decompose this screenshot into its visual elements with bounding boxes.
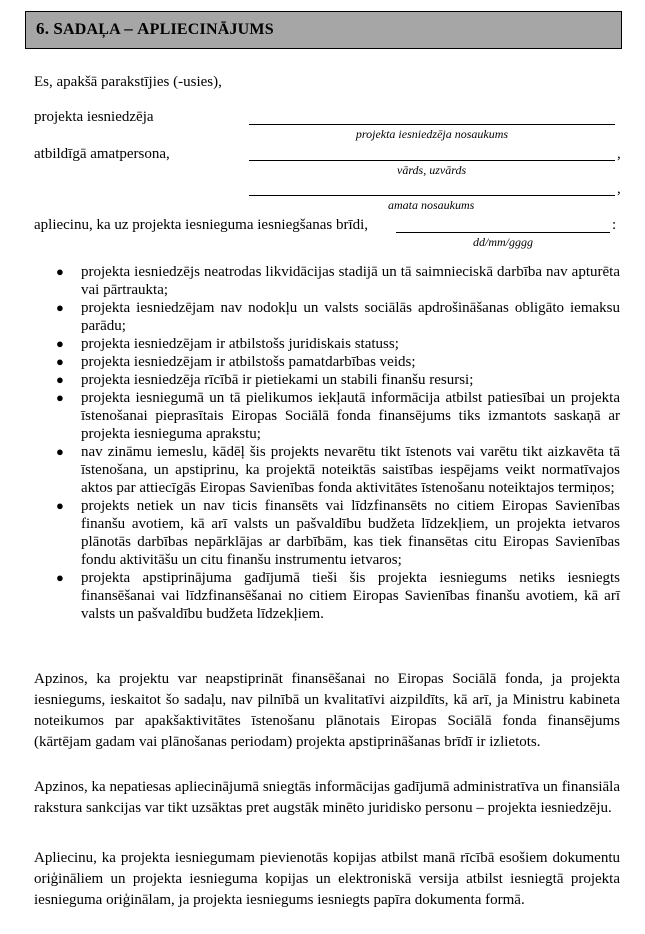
official-label: atbildīgā amatpersona,	[34, 146, 170, 162]
applicant-name-caption: projekta iesniedzēja nosaukums	[355, 127, 509, 141]
list-item: ● projekta iesniedzējs neatrodas likvidācijas stadijā un tā saimnieciskā darbība nav apturēta vai pārtraukta;	[56, 264, 620, 298]
bullet-icon: ●	[56, 444, 64, 459]
list-item: ● projekta iesniegumā un tā pielikumos iekļautā informācija atbilst patiesībai un projekta īstenošanai pieprasītais Eiropas Sociālā fonda finansējums tiks izmantots saskaņā ar projekta iesnieguma aprakstu;	[56, 390, 620, 442]
official-position-field[interactable]	[249, 195, 615, 196]
bullet-icon: ●	[56, 498, 64, 513]
date-field[interactable]	[396, 232, 610, 233]
applicant-name-field[interactable]	[249, 124, 615, 125]
comma-mark: ,	[617, 181, 621, 197]
bullet-icon: ●	[56, 372, 64, 387]
name-caption: vārds, uzvārds	[397, 163, 467, 177]
bullet-icon: ●	[56, 336, 64, 351]
official-name-field[interactable]	[249, 160, 615, 161]
paragraph-copies: Apliecinu, ka projekta iesniegumam pievienotās kopijas atbilst manā rīcībā esošiem dokumentu oriģināliem un projekta iesnieguma kopijas un elektroniskā versija atbilst iesniegtā projekta iesnieguma oriģinālam, ja projekta iesniegums iesniegts papīra dokumenta formā.	[34, 850, 620, 908]
paragraph-sanctions: Apzinos, ka nepatiesas apliecinājumā sniegtās informācijas gadījumā administratīva un finansiāla rakstura sankcijas var tikt uzsāktas pret augstāk minēto juridisko personu – projekta iesniedzēju.	[34, 779, 620, 816]
date-caption: dd/mm/gggg	[473, 235, 533, 249]
signatory-text: Es, apakšā parakstījies (-usies),	[34, 74, 222, 90]
section-number: 6.	[36, 19, 50, 38]
bullet-icon: ●	[56, 300, 64, 315]
list-item: ● projekts netiek un nav ticis finansēts vai līdzfinansēts no citiem Eiropas Savienības finanšu avotiem, kā arī valsts un pašvaldību budžeta līdzekļiem, un projekta ietvaros plānotās darbības nepārklājas ar darbībām, kas tiek finansētas citu Eiropas Savienības fondu aktivitāšu un citu finanšu instrumentu ietvaros;	[56, 498, 620, 568]
paragraph-approval-risk: Apzinos, ka projektu var neapstiprināt finansēšanai no Eiropas Sociālā fonda, ja projekta iesniegums, ieskaitot šo sadaļu, nav pilnībā un kvalitatīvi aizpildīts, kā arī, ja Ministru kabineta noteikumos par apakšaktivitātes īstenošanu plānotais Eiropas Sociālā fonda finansējums (kārtējam gadam vai plānošanas periodam) projekta apstiprināšanas brīdī ir izlietots.	[34, 671, 620, 750]
applicant-label: projekta iesniedzēja	[34, 109, 154, 125]
section-header	[25, 11, 622, 49]
list-item: ● projekta iesniedzējam ir atbilstošs juridiskais statuss;	[56, 336, 399, 352]
section-title: 6. SADAĻA – APLIECINĀJUMS	[36, 19, 274, 38]
list-item: ● nav zināmu iemeslu, kādēļ šis projekts nevarētu tikt īstenots vai varētu tikt aizkavēta tā īstenošana, un apstiprinu, ka projektā noteiktās saistības iespējams veikt normatīvajos aktos par attiecīgās Eiropas Savienības fonda aktivitātes īstenošanu noteiktajos termiņos;	[56, 444, 620, 496]
bullet-icon: ●	[56, 354, 64, 369]
position-caption: amata nosaukums	[388, 198, 475, 212]
bullet-icon: ●	[56, 570, 64, 585]
declaration-list	[56, 263, 620, 623]
comma-mark: ,	[617, 146, 621, 162]
list-item: ● projekta iesniedzēja rīcībā ir pietiekami un stabili finanšu resursi;	[56, 372, 474, 388]
bullet-icon: ●	[56, 390, 64, 405]
list-item: ● projekta iesniedzējam nav nodokļu un valsts sociālās apdrošināšanas obligāto iemaksu parādu;	[56, 300, 620, 334]
list-item: ● projekta apstiprinājuma gadījumā tieši šis projekta iesniegums netiks iesniegts finansēšanai vai līdzfinansēšanai no citiem Eiropas Savienības finanšu avotiem, kā arī valsts un pašvaldību budžeta līdzekļiem.	[56, 570, 620, 622]
colon-mark: :	[612, 217, 617, 233]
list-item: ● projekta iesniedzējam ir atbilstošs pamatdarbības veids;	[56, 354, 416, 370]
certify-label: apliecinu, ka uz projekta iesnieguma iesniegšanas brīdi,	[34, 217, 369, 233]
bullet-icon: ●	[56, 264, 64, 279]
